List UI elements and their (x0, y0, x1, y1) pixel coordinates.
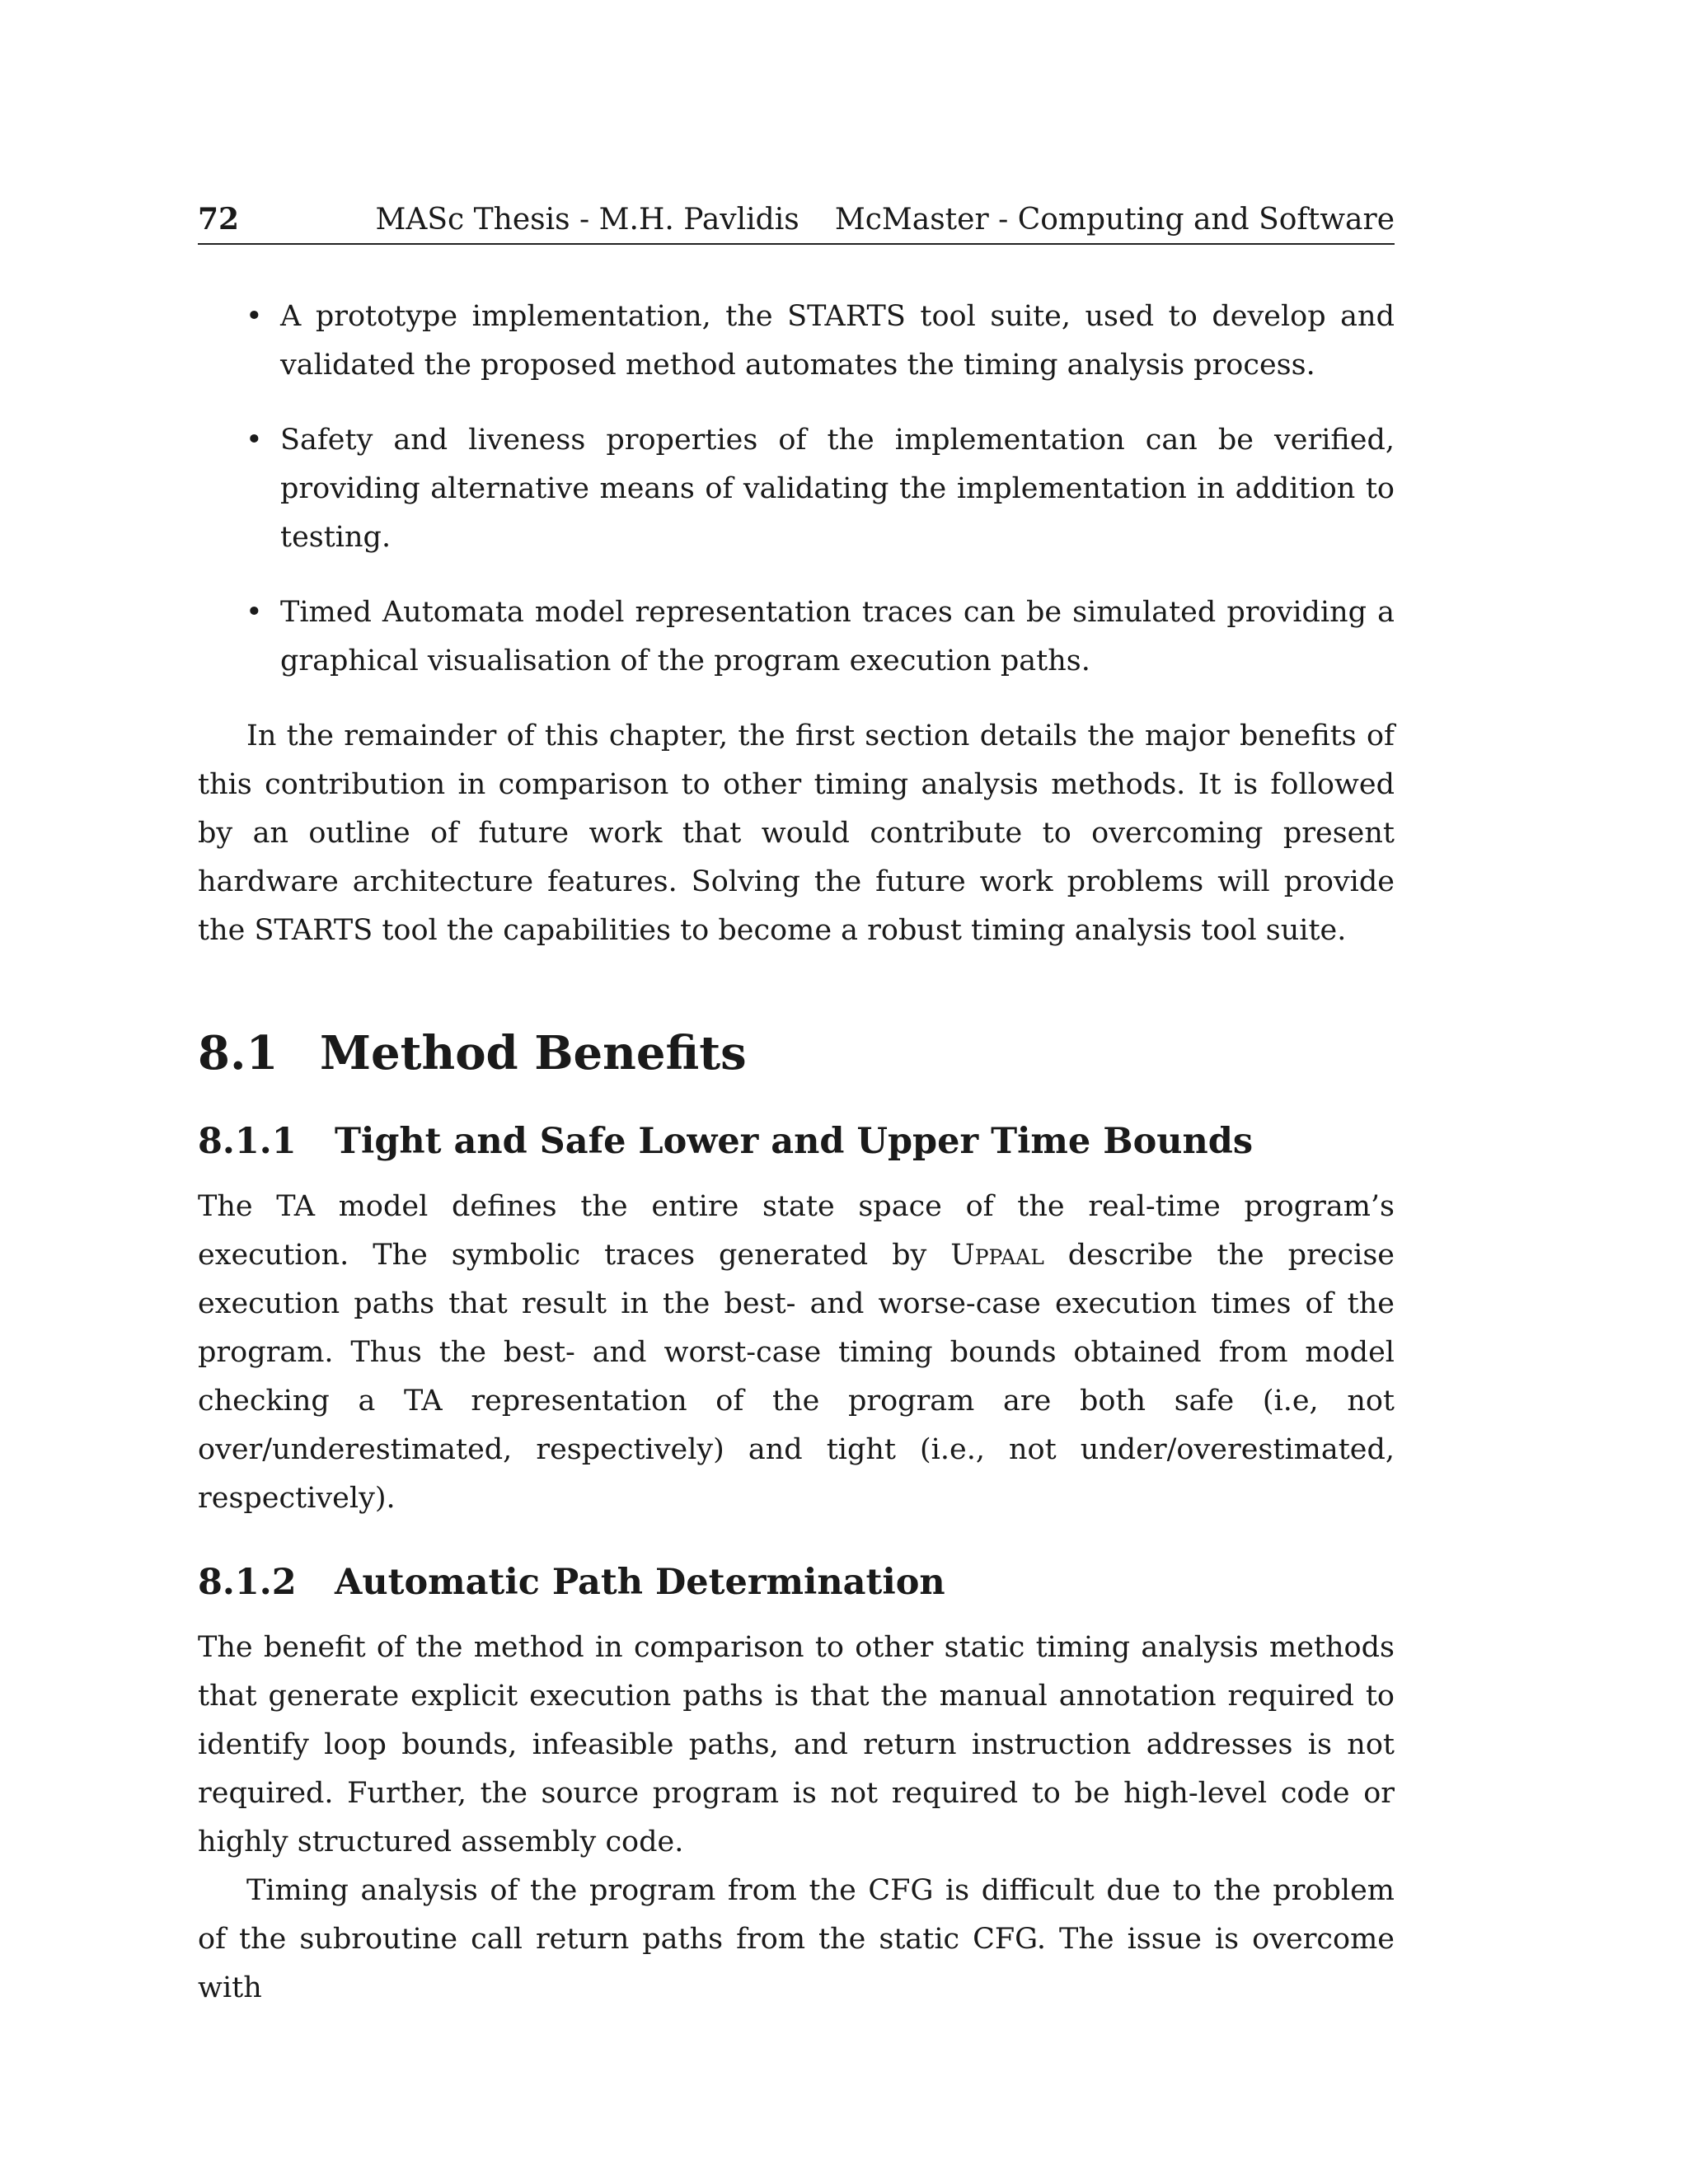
page-number: 72 (198, 202, 240, 237)
paragraph-text-end: describe the precise execution paths that result in the best- and worse-case execution times of the program. Thus the best- and worst-case timing bounds obtained from model checking a TA representation of the program are both safe (i.e, not over/underestimated, respectively) and tight (i.e., not under/overestimated, respectively). (198, 1239, 1395, 1515)
subsection-1-paragraph (198, 1183, 1395, 1523)
thesis-page (198, 203, 1395, 2013)
list-item (198, 293, 1395, 390)
subsection-heading-1 (198, 1118, 1395, 1165)
header-affiliation: McMaster - Computing and Software (834, 203, 1395, 237)
intro-paragraph: In the remainder of this chapter, the first section details the major benefits of this contribution in comparison to other timing analysis methods. It is followed by an outline of future work that would contribute to overcoming present hardware architecture features. Solving the future work problems will provide the STARTS tool the capabilities to become a robust timing analysis tool suite. (198, 719, 1395, 947)
list-item-text: Timed Automata model representation traces can be simulated providing a graphical visualisation of the program execution paths. (280, 596, 1395, 677)
list-item-text: A prototype implementation, the STARTS tool suite, used to develop and validated the proposed method automates the timing analysis process. (280, 300, 1395, 382)
subsection-number: 8.1.1 (198, 1121, 297, 1162)
list-item (198, 588, 1395, 686)
subsection-2-paragraph-1: The benefit of the method in comparison to other static timing analysis methods that generate explicit execution paths is that the manual annotation required to identify loop bounds, infeasible paths, and return instruction addresses is not required. Further, the source program is not required to be high-level code or highly structured assembly code. (198, 1631, 1395, 1858)
paragraph-text-start: The TA model defines the entire state space of the real-time program’s execution. The symbolic traces generated by (198, 1190, 1395, 1272)
section-title: Method Benefits (320, 1026, 747, 1080)
header-author: MASc Thesis - M.H. Pavlidis (375, 203, 799, 237)
list-item-text: Safety and liveness properties of the implementation can be verified, providing alternative means of validating the implementation in addition to testing. (280, 424, 1395, 554)
subsection-number: 8.1.2 (198, 1562, 297, 1603)
section-heading (198, 1024, 1395, 1082)
subsection-heading-2 (198, 1559, 1395, 1605)
bullet-icon: • (246, 596, 263, 629)
tool-name: Uppaal (950, 1239, 1044, 1272)
contribution-list (198, 293, 1395, 686)
section-number: 8.1 (198, 1026, 279, 1080)
subsection-title: Automatic Path Determination (335, 1562, 945, 1603)
bullet-icon: • (246, 300, 263, 333)
subsection-2-paragraph-2: Timing analysis of the program from the CFG is difficult due to the problem of the subroutine call return paths from the static CFG. The issue is overcome with (198, 1874, 1395, 2004)
running-header (198, 203, 1395, 245)
list-item (198, 416, 1395, 562)
subsection-title: Tight and Safe Lower and Upper Time Bounds (335, 1121, 1254, 1162)
bullet-icon: • (246, 424, 263, 457)
